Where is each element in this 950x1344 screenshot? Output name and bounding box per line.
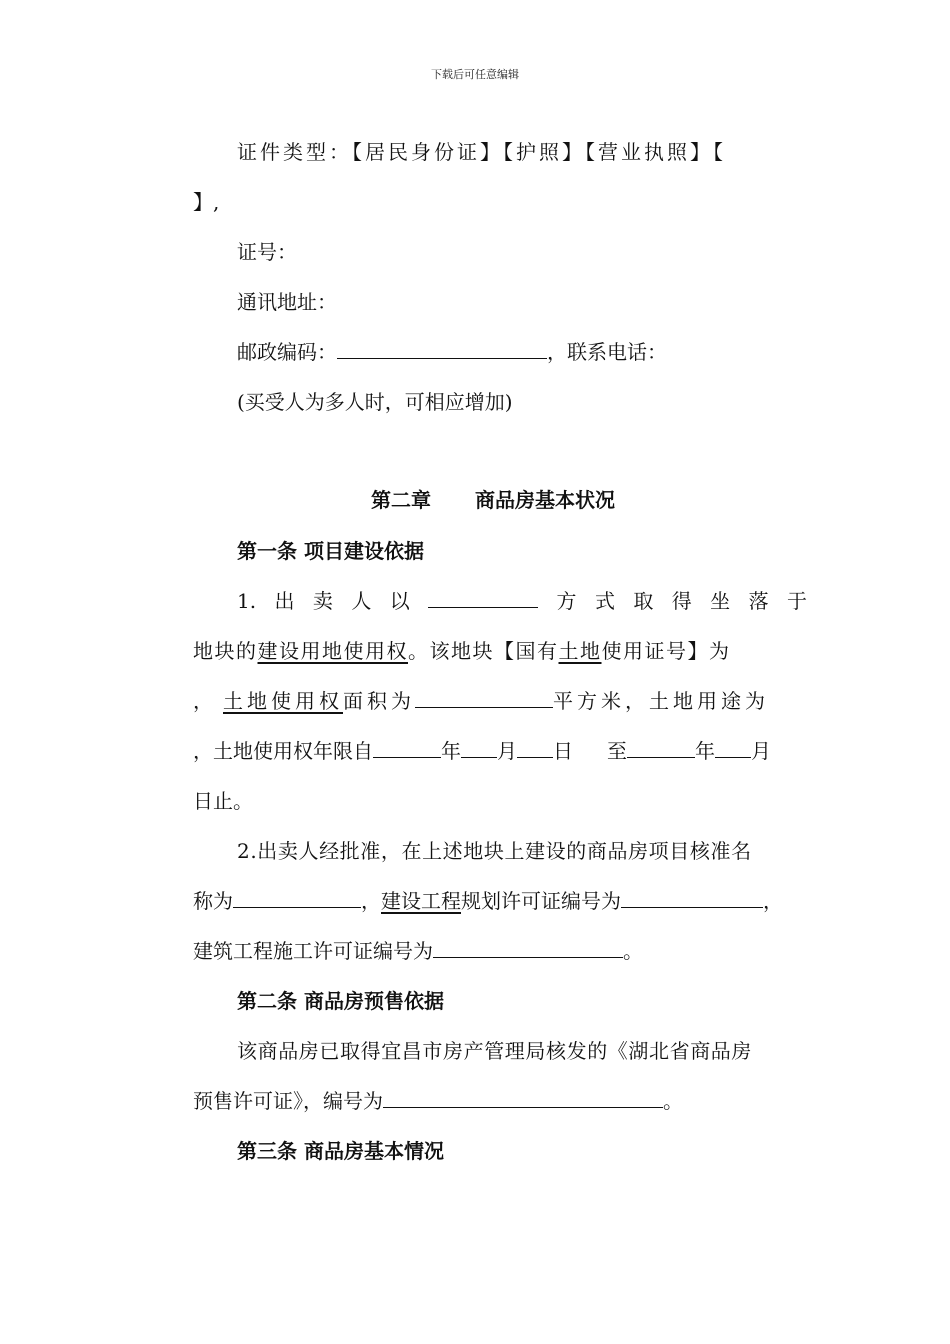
text: 平方米，土地用途为: [553, 689, 769, 713]
article1-p2-line1: 2.出卖人经批准，在上述地块上建设的商品房项目核准名: [237, 839, 752, 863]
article3-title: 第三条 商品房基本情况: [237, 1139, 444, 1163]
chapter-name: 商品房基本状况: [475, 488, 615, 512]
p1-char: 得: [671, 589, 692, 613]
text: 建筑工程施工许可证编号为: [193, 939, 433, 963]
p1-char: 卖: [312, 589, 333, 613]
p1-char: 人: [351, 589, 372, 613]
start-year-blank[interactable]: [373, 737, 441, 758]
text: ，: [763, 889, 783, 913]
text: 地块的: [193, 639, 258, 663]
text: 使用证号】为: [601, 639, 731, 663]
p1-char: 方: [556, 589, 577, 613]
text: 。: [663, 1089, 683, 1113]
id-type-close: 】,: [193, 190, 220, 214]
address-label: 通讯地址：: [237, 290, 337, 314]
p1-char: 落: [748, 589, 769, 613]
acquire-method-blank[interactable]: [428, 587, 538, 608]
chapter-number: 第二章: [371, 488, 431, 512]
postcode-label: 邮政编码：: [237, 340, 337, 364]
chapter-title: [371, 486, 615, 514]
text: 至: [607, 739, 627, 763]
postcode-blank[interactable]: [337, 338, 547, 359]
project-name-blank[interactable]: [233, 887, 361, 908]
start-month-blank[interactable]: [461, 737, 497, 758]
text: ，: [193, 689, 217, 713]
p1-char: 坐: [710, 589, 731, 613]
p1-char: 出: [274, 589, 295, 613]
id-type-line: 证件类型：【居民身份证】【护照】【营业执照】【: [237, 140, 726, 164]
page-header: 下载后可任意编辑: [431, 68, 519, 81]
start-day-blank[interactable]: [517, 737, 553, 758]
article1-p2-line3: [193, 937, 643, 965]
land-use-right-term: 建设用地使用权: [257, 639, 408, 663]
text: 面积为: [343, 689, 415, 713]
article2-line2: [193, 1087, 683, 1115]
p1-char: 于: [786, 589, 807, 613]
p1-char: 式: [594, 589, 615, 613]
buyer-note: (买受人为多人时，可相应增加): [237, 390, 513, 414]
p1-char: 取: [633, 589, 654, 613]
article1-p1-line1: [237, 587, 807, 615]
land-use-right-term: 土地使用权: [223, 689, 343, 713]
text: 年: [441, 739, 461, 763]
text: 规划许可证编号为: [461, 889, 621, 913]
text: 称为: [193, 889, 233, 913]
id-number-label: 证号：: [237, 240, 297, 264]
article1-p1-line3: [193, 687, 769, 715]
text: 月: [751, 739, 771, 763]
end-month-blank[interactable]: [715, 737, 751, 758]
article1-title: 第一条 项目建设依据: [237, 539, 424, 563]
end-year-blank[interactable]: [627, 737, 695, 758]
construction-term: 建设工程: [381, 889, 461, 913]
land-term: 土地: [558, 639, 602, 663]
article1-p1-line5: 日止。: [193, 789, 253, 813]
article1-p2-line2: [193, 887, 783, 915]
article2-title: 第二条 商品房预售依据: [237, 989, 444, 1013]
p1-char: 以: [389, 589, 410, 613]
text: 预售许可证》，编号为: [193, 1089, 383, 1113]
area-blank[interactable]: [415, 687, 553, 708]
text: 月: [497, 739, 517, 763]
planning-permit-blank[interactable]: [621, 887, 763, 908]
article1-p1-line4: [193, 737, 771, 765]
text: 日: [553, 739, 573, 763]
text: 年: [695, 739, 715, 763]
text: 。该地块【国有: [408, 639, 559, 663]
phone-label: ，联系电话：: [547, 340, 667, 364]
p1-char: 1.: [237, 589, 257, 613]
construction-permit-blank[interactable]: [433, 937, 623, 958]
text: ，土地使用权年限自: [193, 739, 373, 763]
presale-permit-blank[interactable]: [383, 1087, 663, 1108]
article1-p1-line2: [193, 637, 731, 665]
text: ，: [361, 889, 381, 913]
text: 。: [623, 939, 643, 963]
article2-line1: 该商品房已取得宜昌市房产管理局核发的《湖北省商品房: [237, 1039, 752, 1063]
postcode-line: [237, 338, 667, 366]
